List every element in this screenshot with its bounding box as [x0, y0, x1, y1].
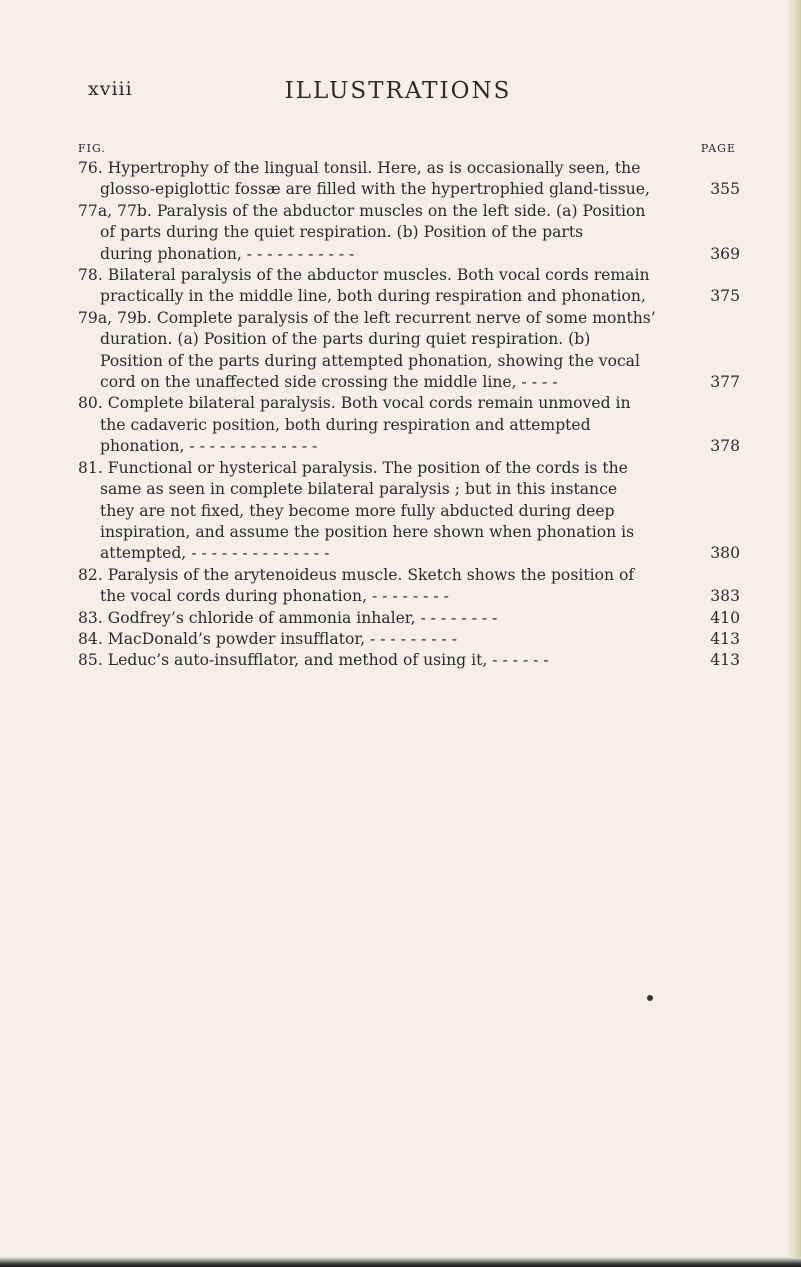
- entry-text: Functional or hysterical paralysis. The position of the cords is the: [107, 458, 628, 477]
- entry-first-line: [78, 201, 686, 222]
- column-headings: [78, 142, 740, 158]
- list-entry: [78, 458, 740, 565]
- entry-first-line: [78, 308, 686, 329]
- page-number: 378: [710, 437, 740, 456]
- page-number: 410: [710, 608, 740, 627]
- figure-number: 80.: [78, 394, 103, 413]
- entry-continuation: same as seen in complete bilateral paralysis ; but in this instance: [100, 480, 618, 499]
- entry-continuation: practically in the middle line, both during respiration and phonation,: [100, 287, 646, 306]
- page-number: 383: [710, 587, 740, 606]
- figure-number: 81.: [78, 458, 103, 477]
- list-entry: [78, 565, 740, 608]
- page-number: 375: [710, 287, 740, 306]
- entry-continuation: phonation, - - - - - - - - - - - - -: [100, 437, 318, 456]
- entry-text: MacDonald’s powder insufflator, - - - - - - - - -: [107, 629, 458, 648]
- entry-first-line: [78, 629, 686, 650]
- entry-text: Bilateral paralysis of the abductor muscles. Both vocal cords remain: [107, 266, 650, 285]
- entry-continuation: inspiration, and assume the position here shown when phonation is: [100, 522, 635, 541]
- entry-continuation: the cadaveric position, both during respiration and attempted: [100, 415, 591, 434]
- page-column-heading: PAGE: [700, 142, 736, 155]
- list-entry: [78, 650, 740, 671]
- figure-number: 76.: [78, 159, 103, 177]
- ink-speck: [647, 995, 653, 1001]
- entry-continuation: duration. (a) Position of the parts during quiet respiration. (b): [100, 330, 591, 349]
- page-number: 377: [710, 373, 740, 392]
- entry-first-line: [78, 458, 686, 479]
- figure-number: 78.: [78, 266, 103, 285]
- entry-continuation: Position of the parts during attempted phonation, showing the vocal: [100, 351, 640, 370]
- entries-container: [78, 158, 740, 672]
- illustrations-list: [78, 142, 740, 672]
- figure-number: 83.: [78, 608, 103, 627]
- figure-number: 82.: [78, 565, 103, 584]
- entry-text: Paralysis of the abductor muscles on the left side. (a) Position: [156, 201, 646, 220]
- entry-text: Godfrey’s chloride of ammonia inhaler, - - - - - - - -: [107, 608, 498, 627]
- list-entry: [78, 158, 740, 201]
- figure-number: 85.: [78, 651, 103, 670]
- entry-text: Complete paralysis of the left recurrent nerve of some months’: [156, 308, 656, 327]
- running-title: ILLUSTRATIONS: [284, 78, 512, 104]
- page-number: 355: [710, 180, 740, 199]
- entry-continuation: the vocal cords during phonation, - - - - - - - -: [100, 587, 449, 606]
- page-edge: [787, 0, 801, 1267]
- list-entry: [78, 393, 740, 457]
- entry-first-line: [78, 608, 686, 629]
- entry-first-line: [78, 158, 686, 179]
- entry-first-line: [78, 650, 686, 671]
- entry-continuation: glosso-epiglottic fossæ are filled with the hypertrophied gland-tissue,: [100, 180, 650, 199]
- entry-first-line: [78, 393, 686, 414]
- figure-number: 79a, 79b.: [78, 308, 152, 327]
- entry-continuation: they are not fixed, they become more fully abducted during deep: [100, 501, 615, 520]
- figure-number: 77a, 77b.: [78, 201, 152, 220]
- entry-continuation: cord on the unaffected side crossing the middle line, - - - -: [100, 373, 558, 392]
- page-header: [78, 78, 718, 108]
- page-number: 413: [710, 651, 740, 670]
- entry-text: Hypertrophy of the lingual tonsil. Here, as is occasionally seen, the: [107, 159, 641, 177]
- entry-text: Leduc’s auto-insufflator, and method of using it, - - - - - -: [107, 651, 549, 670]
- list-entry: [78, 265, 740, 308]
- figure-number: 84.: [78, 629, 103, 648]
- list-entry: [78, 201, 740, 265]
- entry-text: Paralysis of the arytenoideus muscle. Sketch shows the position of: [107, 565, 635, 584]
- list-entry: [78, 629, 740, 650]
- page-number: 413: [710, 629, 740, 648]
- fig-column-heading: FIG.: [78, 142, 106, 155]
- page-number: 380: [710, 544, 740, 563]
- page-number: 369: [710, 244, 740, 263]
- bottom-edge: [0, 1257, 801, 1267]
- list-entry: [78, 308, 740, 394]
- entry-text: Complete bilateral paralysis. Both vocal cords remain unmoved in: [107, 394, 631, 413]
- entry-continuation: of parts during the quiet respiration. (b) Position of the parts: [100, 223, 584, 242]
- entry-first-line: [78, 565, 686, 586]
- entry-continuation: attempted, - - - - - - - - - - - - - -: [100, 544, 330, 563]
- list-entry: [78, 608, 740, 629]
- page-folio: xviii: [88, 78, 133, 100]
- entry-first-line: [78, 265, 686, 286]
- entry-continuation: during phonation, - - - - - - - - - - -: [100, 244, 355, 263]
